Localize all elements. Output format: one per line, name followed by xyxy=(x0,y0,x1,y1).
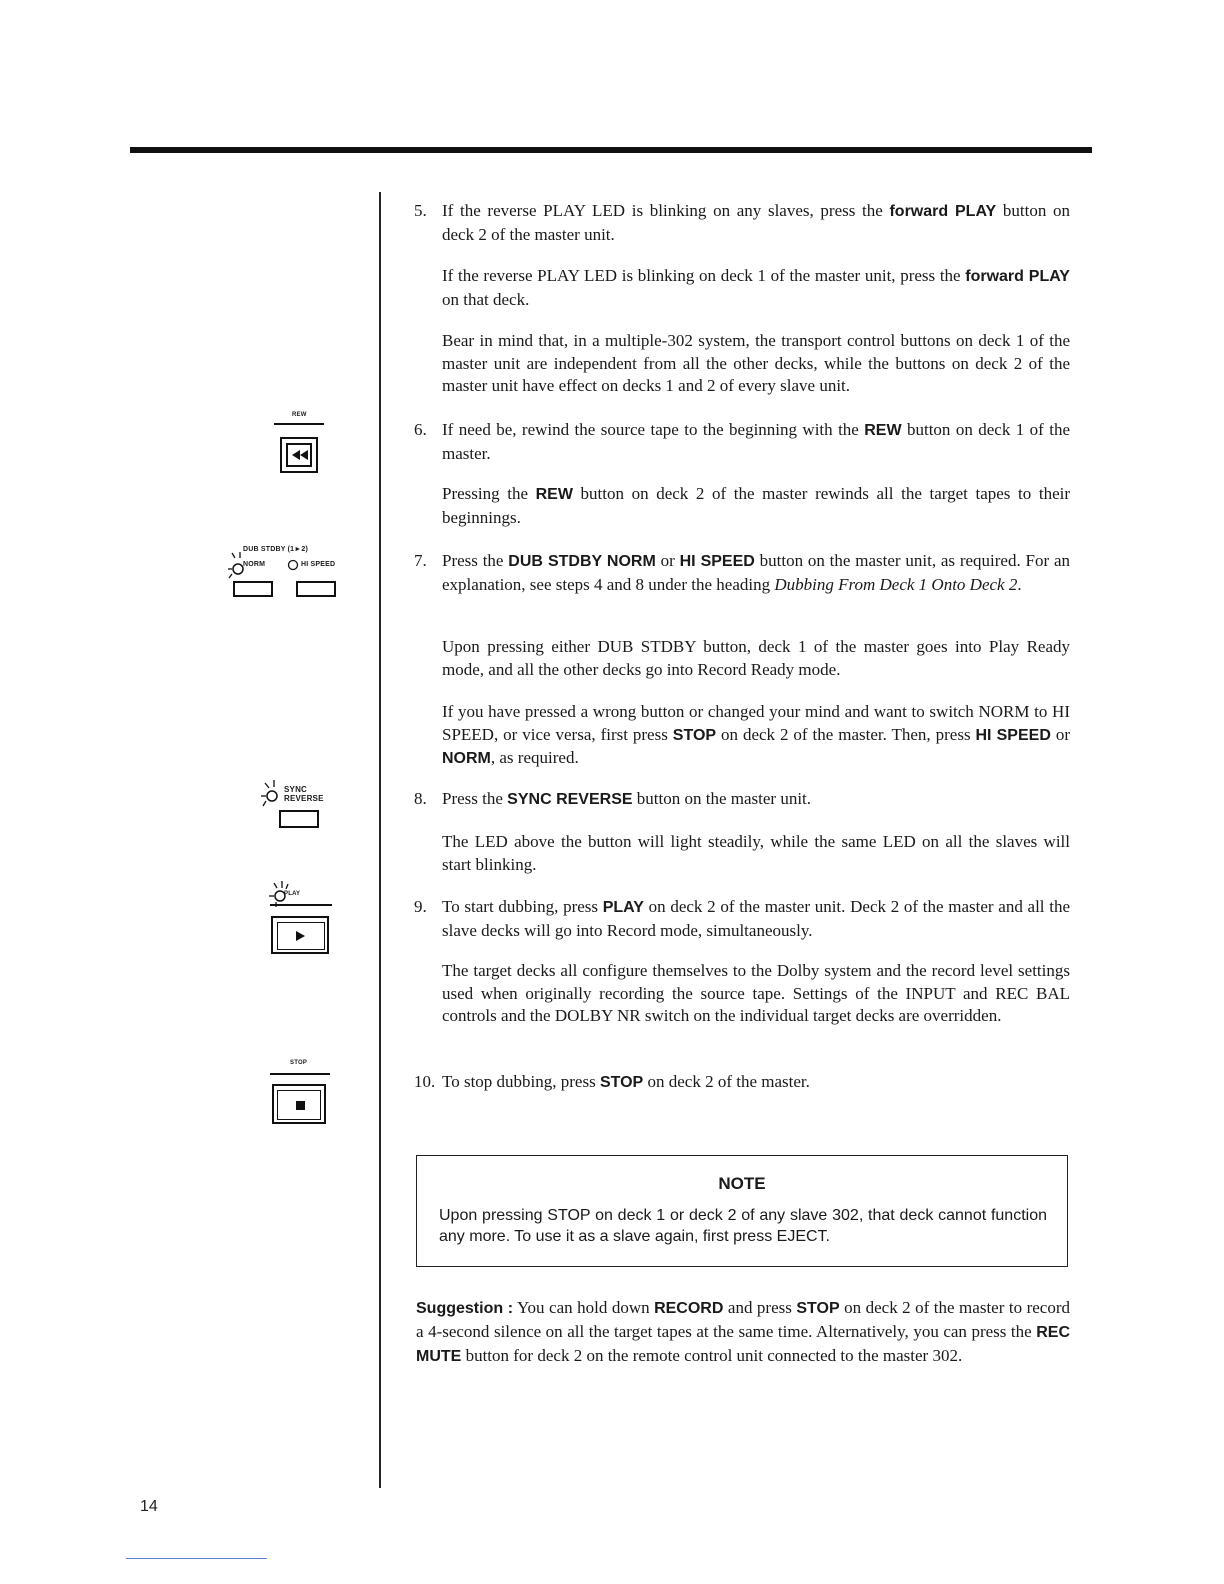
stop-button xyxy=(272,1084,326,1124)
step-6-para-2: Pressing the REW button on deck 2 of the master rewinds all the target tapes to their beginnings. xyxy=(442,484,1071,527)
step-7-para-1: Press the DUB STDBY NORM or HI SPEED button on the master unit, as required. For an explanation, see steps 4 and 8 under the heading Dubbing From Deck 1 Onto Deck 2. xyxy=(442,551,1071,594)
suggestion: Suggestion : You can hold down RECORD and press STOP on deck 2 of the master to record a 4-second silence on all the target tapes at the same time. Alternatively, you can press the REC MUTE button for deck 2 on the remote control unit connected to the master 302. xyxy=(416,1298,1070,1365)
sync-label: SYNC xyxy=(284,785,308,794)
rew-label: REW xyxy=(292,412,307,418)
play-label: PLAY xyxy=(284,891,301,897)
step-9-para-1: To start dubbing, press PLAY on deck 2 of the master unit. Deck 2 of the master and all the slave decks will go into Record mode, simultaneously. xyxy=(442,897,1070,940)
note-text: Upon pressing STOP on deck 1 or deck 2 of any slave 302, that deck cannot function any more. To use it as a slave again, first press EJECT. xyxy=(439,1207,1047,1245)
note-title: NOTE xyxy=(718,1174,766,1193)
note-box xyxy=(416,1155,1068,1267)
suggestion-label: Suggestion : xyxy=(416,1300,514,1317)
column-divider xyxy=(379,192,381,1488)
dub-title: DUB STDBY (1►2) xyxy=(243,546,309,553)
stop-label: STOP xyxy=(290,1060,308,1066)
step-6-para-1: If need be, rewind the source tape to the beginning with the REW button on deck 1 of the master. xyxy=(442,420,1070,463)
step-7-para-2: Upon pressing either DUB STDBY button, deck 1 of the master goes into Play Ready mode, and all the other decks go into Record Ready mode. xyxy=(442,637,1070,679)
hispeed-button xyxy=(296,581,336,597)
dub-standby-illustration xyxy=(224,545,354,601)
rewind-icon xyxy=(291,449,309,461)
sync-reverse-button xyxy=(279,810,319,828)
play-icon xyxy=(294,930,306,942)
play-button xyxy=(271,916,329,954)
stop-illustration xyxy=(268,1058,332,1126)
step-9-para-2: The target decks all configure themselves to the Dolby system and the record level settings used when originally recording the source tape. Settings of the INPUT and REC BAL controls and the DOLBY NR switch on the individual target decks are overridden. xyxy=(442,961,1070,1025)
norm-button xyxy=(233,581,273,597)
rew-button-illustration xyxy=(272,410,328,476)
reverse-label: REVERSE xyxy=(284,794,324,803)
rew-button xyxy=(280,437,318,473)
norm-label: NORM xyxy=(243,561,266,568)
led-off-icon xyxy=(287,559,299,571)
header-rule xyxy=(130,147,1092,153)
step-7-para-3: If you have pressed a wrong button or changed your mind and want to switch NORM to HI SPEED, or vice versa, first press STOP on deck 2 of the master. Then, press HI SPEED or NORM, as required. xyxy=(442,702,1070,767)
step-5-para-1: If the reverse PLAY LED is blinking on any slaves, press the forward PLAY button on deck 2 of the master unit. xyxy=(442,201,1070,244)
stop-icon xyxy=(296,1101,305,1110)
step-8-para-2: The LED above the button will light steadily, while the same LED on all the slaves will start blinking. xyxy=(442,832,1070,874)
sync-reverse-illustration xyxy=(258,778,338,830)
hispeed-label: HI SPEED xyxy=(301,561,336,568)
led-blink-icon xyxy=(260,778,284,808)
step-10-para-1: To stop dubbing, press STOP on deck 2 of the master. xyxy=(442,1072,810,1091)
play-illustration xyxy=(266,880,336,956)
step-5-para-3: Bear in mind that, in a multiple-302 system, the transport control buttons on deck 1 of the master unit are independent from all the other decks, while the buttons on deck 2 of the master unit have effect on decks 1 and 2 of every slave unit. xyxy=(442,331,1070,395)
step-8-para-1: Press the SYNC REVERSE button on the master unit. xyxy=(442,789,812,808)
step-5-para-2: If the reverse PLAY LED is blinking on deck 1 of the master unit, press the forward PLAY on that deck. xyxy=(442,266,1070,309)
footer-rule xyxy=(126,1558,267,1559)
page-number: 14 xyxy=(140,1498,158,1515)
